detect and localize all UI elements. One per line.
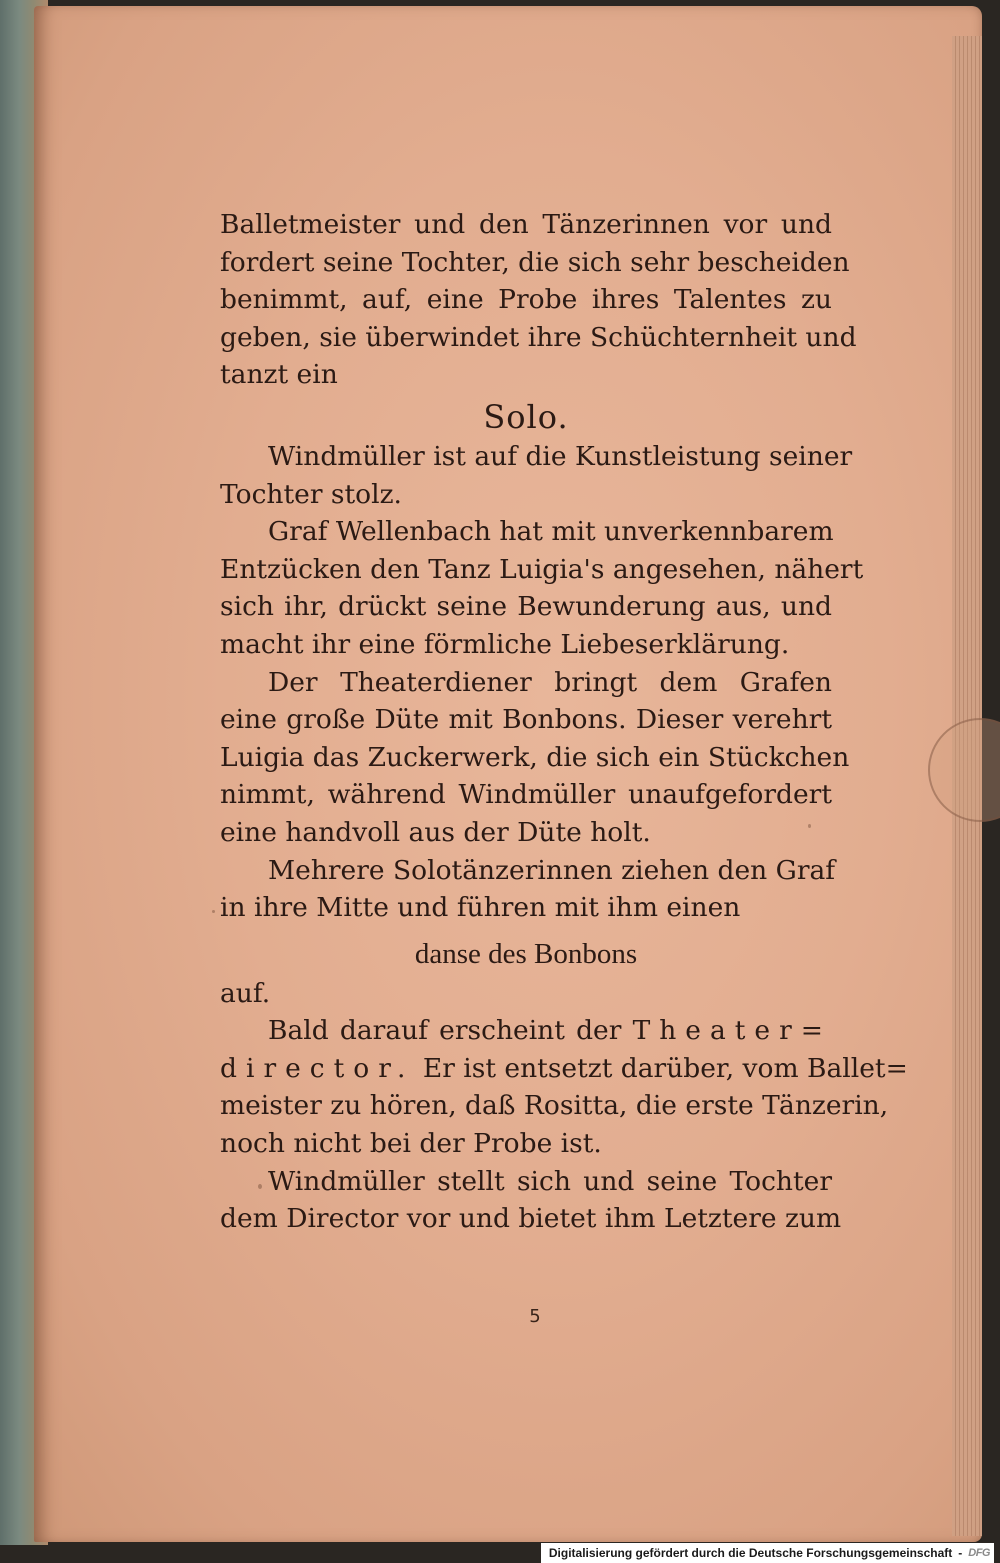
text-line: Entzücken den Tanz Luigia's angesehen, nähert	[220, 553, 864, 585]
credit-separator: -	[958, 1546, 963, 1560]
paragraph-group-3	[220, 975, 908, 1238]
heading-danse-des-bonbons: danse des Bonbons	[414, 937, 638, 970]
body-text	[220, 206, 908, 1238]
text-line: macht ihr eine förmliche Liebeserklärung.	[220, 628, 790, 660]
heading-solo: Solo.	[483, 397, 569, 436]
paragraph-group-1	[220, 206, 857, 394]
text-line: tanzt ein	[220, 359, 338, 391]
text-line: noch nicht bei der Probe ist.	[220, 1128, 602, 1160]
text-line: sich ihr, drückt seine Bewunderung aus, und	[220, 591, 832, 623]
text-line: in ihre Mitte und führen mit ihm einen	[220, 892, 741, 924]
page-number: 5	[529, 1306, 541, 1327]
spaced-text-segment: director.	[220, 1052, 415, 1084]
text-line: Luigia das Zuckerwerk, die sich ein Stückchen	[220, 741, 850, 773]
dfg-logo-icon: DFG	[968, 1547, 990, 1559]
text-line: eine handvoll aus der Düte holt.	[220, 816, 651, 848]
text-segment: Er ist entsetzt darüber, vom Ballet=	[414, 1052, 908, 1084]
text-line	[220, 1012, 832, 1050]
digitization-credit-bar	[541, 1543, 994, 1563]
text-line: dem Director vor und bietet ihm Letztere zum	[220, 1203, 842, 1235]
text-line	[220, 1050, 908, 1088]
paper-speck	[212, 910, 215, 913]
text-line: Tochter stolz.	[220, 478, 402, 510]
text-segment: Bald darauf erscheint der	[268, 1015, 633, 1047]
text-line: Windmüller stellt sich und seine Tochter	[268, 1165, 832, 1197]
text-line: auf.	[220, 977, 271, 1009]
text-line: Graf Wellenbach hat mit unverkennbarem	[268, 516, 834, 548]
text-line: benimmt, auf, eine Probe ihres Talentes zu	[220, 284, 832, 316]
text-line: Mehrere Solotänzerinnen ziehen den Graf	[268, 854, 836, 886]
paragraph-group-2	[220, 438, 864, 927]
text-line: geben, sie überwindet ihre Schüchternheit und	[220, 321, 857, 353]
text-line: nimmt, während Windmüller unaufgefordert	[220, 779, 832, 811]
text-line: eine große Düte mit Bonbons. Dieser verehrt	[220, 704, 832, 736]
text-line: fordert seine Tochter, die sich sehr bescheiden	[220, 246, 850, 278]
text-line: Der Theaterdiener bringt dem Grafen	[268, 666, 832, 698]
spaced-text-segment: Theater=	[632, 1015, 832, 1047]
text-line: Balletmeister und den Tänzerinnen vor und	[220, 209, 832, 240]
text-line: Windmüller ist auf die Kunstleistung seiner	[268, 440, 853, 472]
credit-text: Digitalisierung gefördert durch die Deutsche Forschungsgemeinschaft	[548, 1546, 953, 1560]
text-line: meister zu hören, daß Rositta, die erste Tänzerin,	[220, 1090, 889, 1122]
